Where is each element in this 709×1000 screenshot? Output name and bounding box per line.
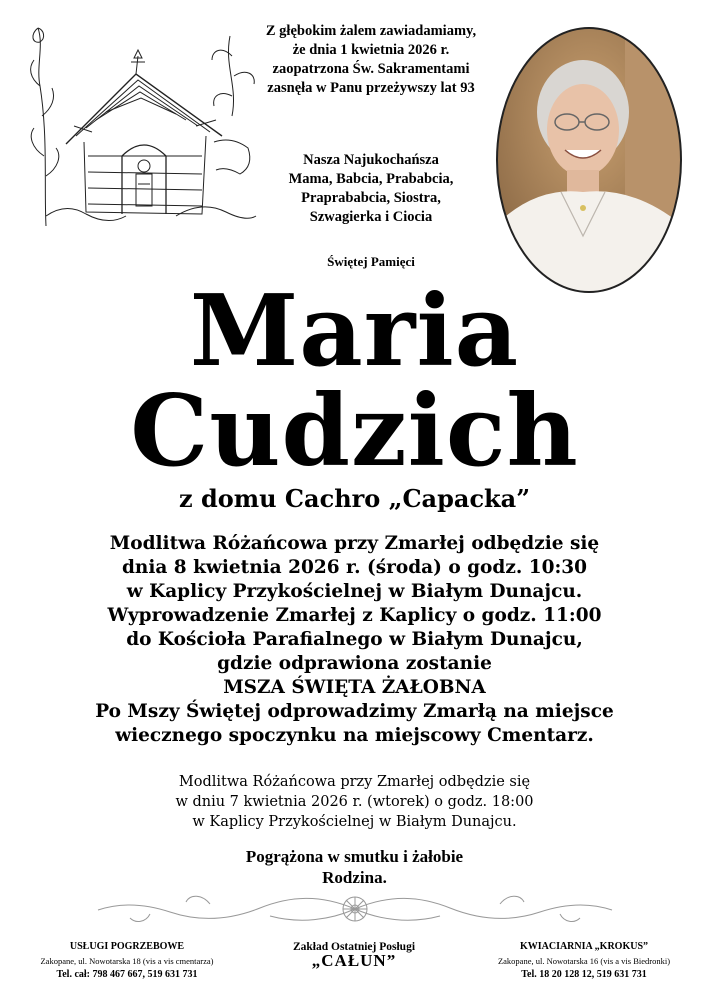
ceremony-line: Modlitwa Różańcowa przy Zmarłej odbędzie się (109, 533, 600, 554)
announcement-line: zasnęła w Panu przeżywszy lat 93 (267, 80, 475, 96)
maiden-name: z domu Cachro „Capacka” (178, 484, 531, 513)
ceremony-line: wiecznego spoczynku na miejscowy Cmentarz. (115, 725, 594, 746)
memory-label: Świętej Pamięci (327, 254, 415, 269)
announcement-line: Z głębokim żalem zawiadamiamy, (265, 23, 477, 39)
ceremony-details (0, 532, 709, 748)
portrait-photo (495, 26, 683, 294)
announcement-text (262, 22, 480, 98)
family-line: Nasza Najukochańsza (303, 152, 439, 168)
ceremony-line: Po Mszy Świętej odprowadzimy Zmarłą na miejsce (95, 701, 614, 722)
footer-left-phone: Tel. cał: 798 467 667, 519 631 731 (56, 969, 198, 980)
floral-ornament-divider (90, 886, 620, 932)
footer-left-title: USŁUGI POGRZEBOWE (69, 941, 185, 952)
family-line: Praprababcia, Siostra, (301, 190, 441, 206)
ceremony-line: gdzie odprawiona zostanie (217, 653, 492, 674)
footer-right-phone: Tel. 18 20 128 12, 519 631 731 (521, 969, 647, 980)
family-line: Szwagierka i Ciocia (309, 209, 433, 225)
ceremony-line: MSZA ŚWIĘTA ŻAŁOBNA (223, 677, 486, 698)
rosary-prayer-info (0, 772, 709, 832)
florist-info (470, 940, 698, 982)
ceremony-line: dnia 8 kwietnia 2026 r. (środa) o godz. 10:30 (121, 557, 588, 578)
footer-left-address: Zakopane, ul. Nowotarska 18 (vis a vis cmentarza) (40, 956, 214, 966)
footer-middle-title: Zakład Ostatniej Posługi (292, 941, 416, 953)
chapel-drawing (26, 16, 262, 232)
mourning-line: Rodzina. (322, 868, 387, 887)
footer-right-address: Zakopane, ul. Nowotarska 16 (vis a vis Biedronki) (497, 956, 671, 966)
deceased-last-name: Cudzich (130, 374, 579, 489)
funeral-services-info (16, 940, 238, 982)
family-line: Mama, Babcia, Prababcia, (288, 171, 454, 187)
funeral-home-info (248, 940, 460, 968)
family-relations (262, 151, 480, 227)
footer-middle-name: „CAŁUN” (311, 951, 397, 970)
rosary-line: w Kaplicy Przykościelnej w Białym Dunajcu. (192, 814, 517, 830)
ceremony-line: Wyprowadzenie Zmarłej z Kaplicy o godz. 11:00 (107, 605, 602, 626)
deceased-first-name: Maria (189, 274, 520, 389)
announcement-line: że dnia 1 kwietnia 2026 r. (292, 42, 450, 58)
footer-right-title: KWIACIARNIA „KROKUS” (519, 941, 649, 952)
ceremony-line: w Kaplicy Przykościelnej w Białym Dunajcu. (126, 581, 583, 602)
announcement-line: zaopatrzona Św. Sakramentami (272, 61, 470, 77)
mourning-line: Pogrążona w smutku i żałobie (245, 847, 464, 866)
rosary-line: Modlitwa Różańcowa przy Zmarłej odbędzie się (178, 774, 531, 790)
mourning-signature (0, 846, 709, 888)
ceremony-line: do Kościoła Parafialnego w Białym Dunajcu, (126, 629, 583, 650)
rosary-line: w dniu 7 kwietnia 2026 r. (wtorek) o godz. 18:00 (175, 794, 534, 810)
